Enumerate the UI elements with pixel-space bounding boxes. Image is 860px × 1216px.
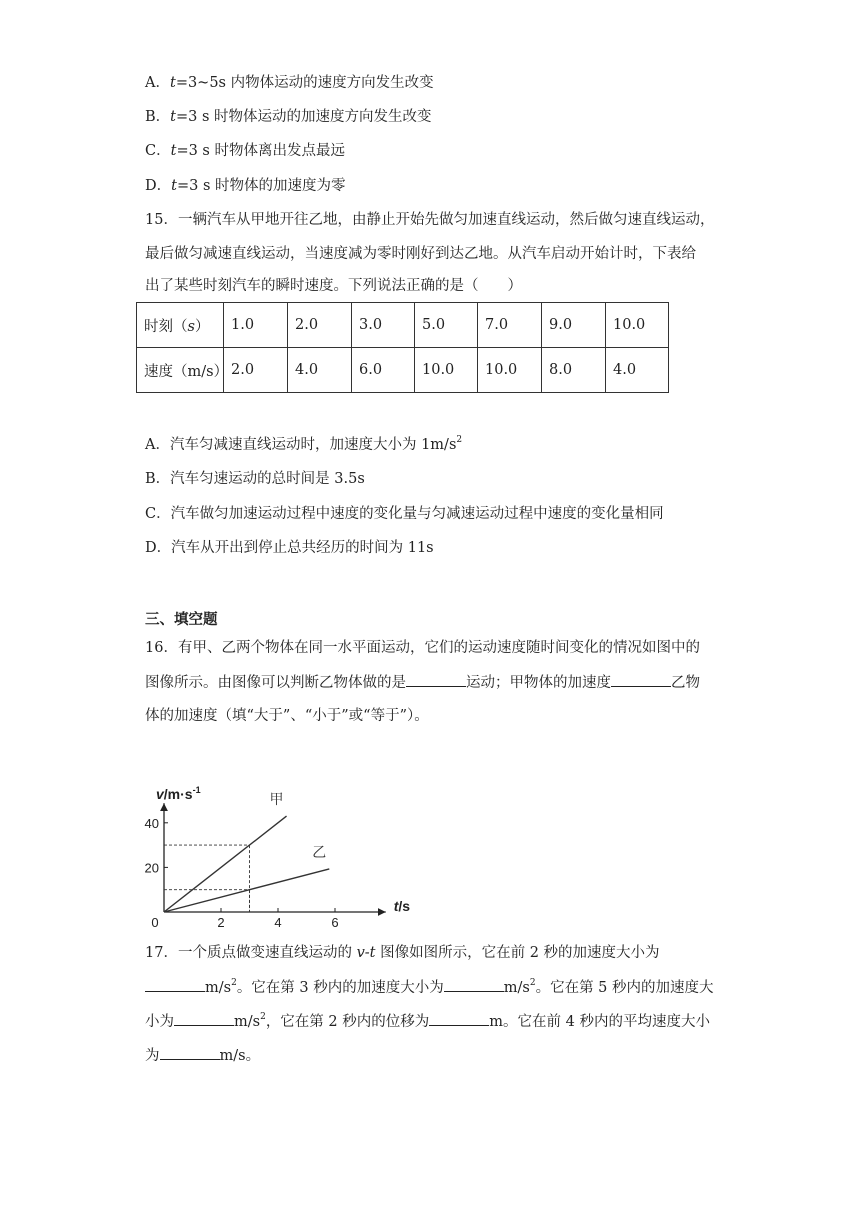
q15-option-b: B．汽车匀速运动的总时间是 3.5s [145, 471, 365, 487]
q16-stem-line3: 体的加速度（填“大于”、“小于”或“等于”）。 [145, 708, 429, 724]
table-cell: 1.0 [224, 303, 288, 348]
chart-series [164, 816, 329, 912]
answer-blank[interactable] [145, 977, 205, 992]
y-axis-label: $v/m\cdot s^{-1}$ [156, 785, 201, 803]
q15-stem-line2: 最后做匀减速直线运动，当速度减为零时刚好到达乙地。从汽车启动开始计时，下表给 [145, 246, 696, 262]
q17-stem-line3: 小为 $m/s^2$，它在第 2 秒内的位移为 m。它在前 4 秒内的平均速度大小 [145, 1012, 710, 1030]
q17-stem-line4: 为 m/s。 [145, 1045, 260, 1066]
table-header-time: 时刻（s） [137, 303, 224, 348]
q15-data-table [136, 302, 669, 393]
answer-blank[interactable] [444, 977, 504, 992]
table-cell: 3.0 [352, 303, 415, 348]
x-axis-label: t/s [393, 898, 411, 914]
table-cell: 10.0 [415, 348, 478, 393]
q14-option-c: C．t=3 s 时物体离出发点最远 [145, 143, 345, 159]
origin-label: 0 [151, 915, 159, 930]
answer-blank[interactable] [160, 1045, 220, 1060]
answer-blank[interactable] [174, 1011, 234, 1026]
x-tick-label: 2 [217, 915, 225, 930]
q15-option-c: C．汽车做匀加速运动过程中速度的变化量与匀减速运动过程中速度的变化量相同 [145, 506, 664, 522]
q15-option-a: A．汽车匀减速直线运动时，加速度大小为 $1m/s^2$ [145, 435, 463, 453]
table-cell: 5.0 [415, 303, 478, 348]
series-label: 乙 [312, 843, 327, 860]
answer-blank[interactable] [406, 672, 466, 687]
table-cell: 7.0 [478, 303, 542, 348]
series-line-乙 [164, 869, 329, 912]
chart-axes [164, 803, 386, 912]
series-label: 甲 [269, 791, 284, 808]
x-tick-label: 6 [331, 915, 339, 930]
table-cell: 6.0 [352, 348, 415, 393]
q16-stem-line2: 图像所示。由图像可以判断乙物体做的是 运动；甲物体的加速度 乙物 [145, 672, 700, 693]
section-title-fill-in: 三、填空题 [145, 611, 218, 628]
q14-option-b: B．t=3 s 时物体运动的加速度方向发生改变 [145, 109, 432, 125]
answer-blank[interactable] [429, 1011, 489, 1026]
x-tick-label: 4 [274, 915, 282, 930]
q17-stem-line2: $m/s^2$。它在第 3 秒内的加速度大小为 $m/s^2$。它在第 5 秒内的加速度大 [145, 977, 714, 998]
table-row [137, 348, 669, 393]
q14-option-a: A．t=3~5s 内物体运动的速度方向发生改变 [145, 75, 434, 91]
table-cell: 4.0 [288, 348, 352, 393]
q17-stem-line1: 17．一个质点做变速直线运动的 v-t 图像如图所示，它在前 2 秒的加速度大小为 [145, 945, 660, 961]
q15-stem-line3: 出了某些时刻汽车的瞬时速度。下列说法正确的是（ ） [145, 278, 522, 294]
table-row [137, 303, 669, 348]
table-cell: 2.0 [224, 348, 288, 393]
y-tick-label: 20 [144, 860, 159, 876]
chart-labels [145, 785, 411, 930]
q16-stem-line1: 16．有甲、乙两个物体在同一水平面运动，它们的运动速度随时间变化的情况如图中的 [145, 640, 700, 656]
table-cell: 4.0 [606, 348, 669, 393]
y-tick-label: 40 [144, 815, 159, 831]
series-line-甲 [164, 816, 287, 912]
table-cell: 2.0 [288, 303, 352, 348]
q14-option-d: D．t=3 s 时物体的加速度为零 [145, 178, 346, 194]
table-header-speed: 速度（m/s） [137, 348, 224, 393]
answer-blank[interactable] [611, 672, 671, 687]
q15-stem-line1: 15．一辆汽车从甲地开往乙地，由静止开始先做匀加速直线运动，然后做匀速直线运动， [145, 212, 715, 228]
vt-chart [138, 735, 411, 931]
table-cell: 10.0 [478, 348, 542, 393]
table-cell: 9.0 [542, 303, 606, 348]
table-cell: 8.0 [542, 348, 606, 393]
table-cell: 10.0 [606, 303, 669, 348]
q15-option-d: D．汽车从开出到停止总共经历的时间为 11s [145, 540, 434, 556]
